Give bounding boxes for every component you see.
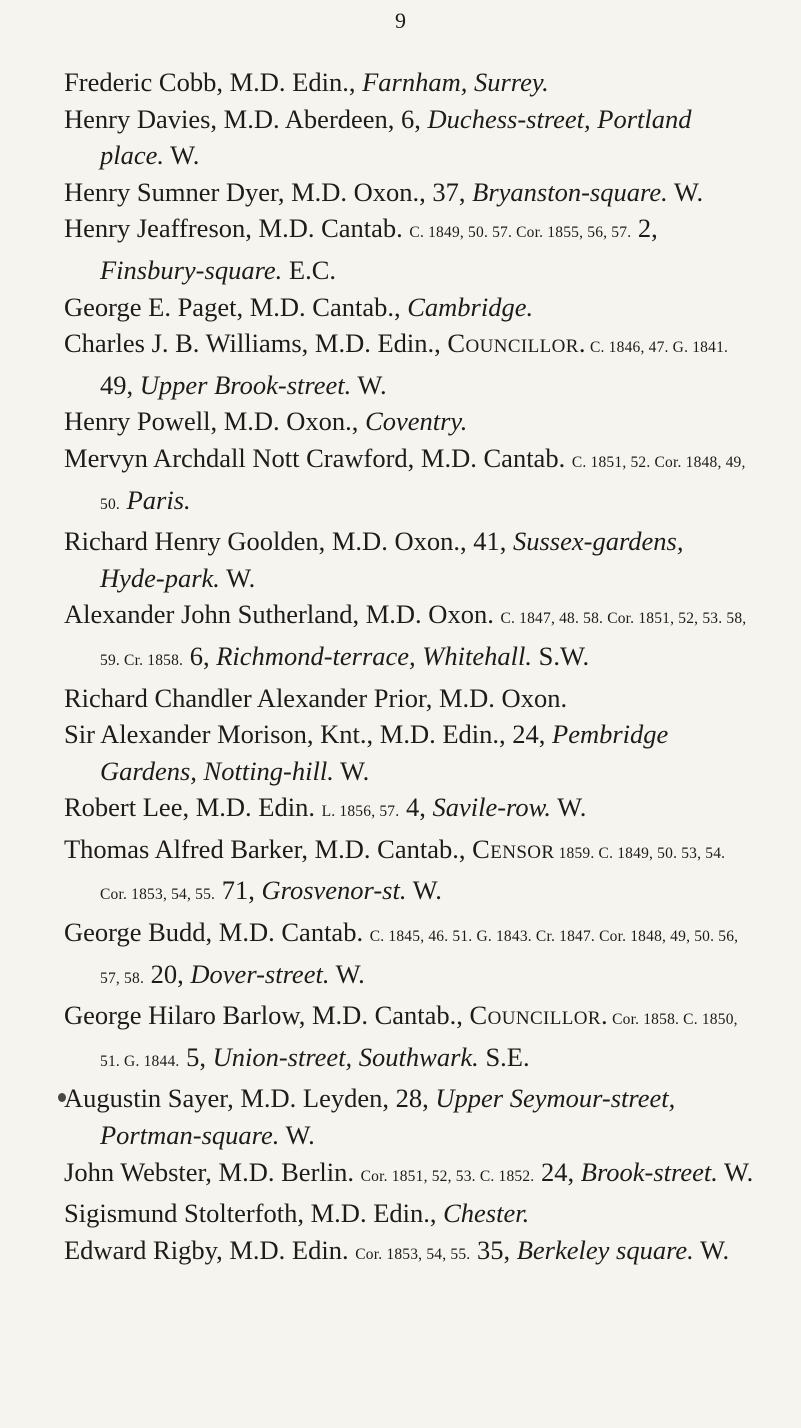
list-item xyxy=(64,716,754,789)
list-item xyxy=(64,596,754,679)
entry-service-record: C. 1846, 47. G. 1841. xyxy=(585,339,729,357)
entry-text: W. xyxy=(693,1234,730,1265)
entry-text: Richard Henry Goolden, M.D. Oxon., 41, xyxy=(64,526,513,557)
entry-text: 4, xyxy=(399,792,433,823)
entry-text: 20, xyxy=(144,958,191,989)
entry-text: Frederic Cobb, M.D. Edin., xyxy=(64,67,363,97)
entry-text: 71, xyxy=(215,875,262,906)
entry-address: Chester. xyxy=(443,1198,530,1229)
entry-address: Finsbury-square. xyxy=(100,254,283,285)
entry-text: Edward Rigby, M.D. Edin. xyxy=(64,1234,356,1265)
list-item xyxy=(64,174,754,211)
entry-text: Henry Powell, M.D. Oxon., xyxy=(64,406,366,437)
entry-address: Upper Seymour-street, Portman-square. xyxy=(100,1083,676,1151)
entry-text: 6, xyxy=(183,640,217,671)
entry-text: Sir Alexander Morison, Knt., M.D. Edin., 24, xyxy=(64,719,553,750)
entry-text: 2, xyxy=(631,213,658,244)
entry-office: Censor xyxy=(472,833,555,864)
entry-text: Robert Lee, M.D. Edin. xyxy=(64,792,322,823)
entry-service-record: 1859. C. 1849, 50. 53, 54. Cor. 1853, 54, 55. xyxy=(100,844,726,904)
entry-text: S.W. xyxy=(531,640,590,671)
entry-text: 35, xyxy=(470,1234,517,1265)
entry-service-record: C. 1847, 48. 58. Cor. 1851, 52, 53. 58, 59. Cr. 1858. xyxy=(100,610,747,669)
entry-address: Richmond-terrace, Whitehall. xyxy=(216,640,532,671)
list-item xyxy=(64,1080,754,1153)
list-item xyxy=(64,210,754,288)
entry-service-record: L. 1856, 57. xyxy=(321,803,400,821)
list-item xyxy=(64,831,754,914)
entry-address: Farnham, Surrey. xyxy=(362,67,549,97)
entry-text: W. xyxy=(333,755,370,786)
entry-text: John Webster, M.D. Berlin. xyxy=(64,1156,361,1187)
entry-text: Augustin Sayer, M.D. Leyden, 28, xyxy=(64,1083,436,1114)
list-item xyxy=(64,1195,754,1232)
entry-text: Mervyn Archdall Nott Crawford, M.D. Cantab. xyxy=(64,442,572,473)
entry-service-record: Cor. 1858. C. 1850, 51. G. 1844. xyxy=(100,1011,738,1070)
entry-text: George E. Paget, M.D. Cantab., xyxy=(64,291,408,322)
list-item xyxy=(64,1154,754,1196)
entry-office: Councillor. xyxy=(447,328,586,359)
entry-text: W. xyxy=(550,792,587,823)
entry-address: Grosvenor-st. xyxy=(261,875,407,906)
list-item xyxy=(64,914,754,997)
entry-text: Sigismund Stolterfoth, M.D. Edin., xyxy=(64,1198,444,1229)
list-item xyxy=(64,997,754,1080)
entry-address: Duchess-street, Portland place. xyxy=(100,103,692,171)
entry-text: W. xyxy=(164,140,200,171)
entry-text: George Hilaro Barlow, M.D. Cantab., xyxy=(64,1000,470,1031)
list-item xyxy=(64,1232,754,1274)
entry-text: Henry Sumner Dyer, M.D. Oxon., 37, xyxy=(64,176,473,207)
list-item xyxy=(64,64,754,101)
entry-address: Cambridge. xyxy=(407,291,534,322)
entry-address: Berkeley square. xyxy=(516,1234,694,1265)
entry-text: 5, xyxy=(179,1041,213,1072)
entry-address: Union-street, Southwark. xyxy=(212,1041,479,1072)
entry-service-record: Cor. 1851, 52, 53. C. 1852. xyxy=(360,1167,535,1185)
entry-address: Bryanston-square. xyxy=(472,176,668,207)
entry-text: E.C. xyxy=(282,254,337,285)
entry-text: Alexander John Sutherland, M.D. Oxon. xyxy=(64,599,501,630)
list-item xyxy=(64,289,754,326)
entry-address: Upper Brook-street. xyxy=(139,369,352,400)
list-item xyxy=(64,403,754,440)
page-number: 9 xyxy=(395,8,406,33)
entry-text: W. xyxy=(219,562,256,593)
entry-text: Charles J. B. Williams, M.D. Edin., xyxy=(64,328,448,359)
member-list xyxy=(64,64,754,1273)
entry-service-record: C. 1851, 52. Cor. 1848, 49, 50. xyxy=(100,453,746,513)
entry-text: Henry Jeaffreson, M.D. Cantab. xyxy=(64,213,410,244)
entry-service-record: Cor. 1853, 54, 55. xyxy=(355,1245,471,1263)
entry-address: Savile-row. xyxy=(432,792,551,823)
entry-text: 24, xyxy=(534,1156,581,1187)
entry-text: Henry Davies, M.D. Aberdeen, 6, xyxy=(64,103,428,134)
entry-text: George Budd, M.D. Cantab. xyxy=(64,917,370,948)
entry-address: Pembridge Gardens, Notting-hill. xyxy=(100,719,669,786)
entry-text: W. xyxy=(329,958,365,989)
list-item xyxy=(64,325,754,403)
entry-text: Thomas Alfred Barker, M.D. Cantab., xyxy=(64,833,473,864)
entry-text: W. xyxy=(351,369,387,400)
entry-office: Councillor. xyxy=(469,1000,608,1031)
entry-text: 49, xyxy=(100,369,140,400)
list-item xyxy=(64,680,754,717)
entry-service-record: C. 1845, 46. 51. G. 1843. Cr. 1847. Cor. 1848, 49, 50. 56, 57, 58. xyxy=(100,928,739,987)
entry-address: Dover-street. xyxy=(190,958,330,989)
list-item xyxy=(64,440,754,523)
entry-address: Sussex-gardens, Hyde-park. xyxy=(100,526,684,593)
entry-service-record: C. 1849, 50. 57. Cor. 1855, 56, 57. xyxy=(409,224,632,242)
list-item xyxy=(64,789,754,831)
entry-text: W. xyxy=(406,875,442,906)
entry-text: S.E. xyxy=(478,1041,530,1072)
entry-text: W. xyxy=(717,1156,754,1187)
entry-text: W. xyxy=(667,176,704,207)
entry-address: Paris. xyxy=(126,484,191,515)
entry-text xyxy=(120,485,127,515)
entry-address: Coventry. xyxy=(365,406,468,437)
entry-text: W. xyxy=(279,1120,315,1151)
entry-text: Richard Chandler Alexander Prior, M.D. Oxon. xyxy=(64,682,568,713)
entry-address: Brook-street. xyxy=(580,1156,718,1187)
list-item xyxy=(64,101,754,174)
list-item xyxy=(64,523,754,596)
